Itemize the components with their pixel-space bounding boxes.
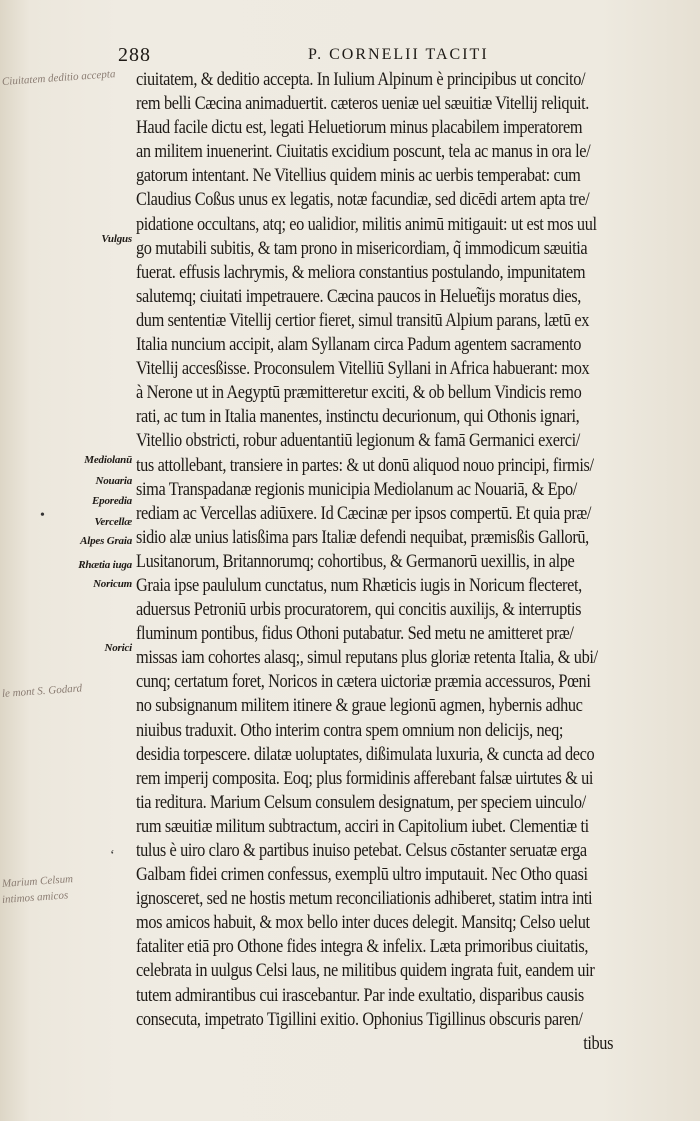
text-line: à Nerone ut in Aegyptū præmitteretur exciti, & ob bellum Vindicis remo [136, 382, 582, 404]
running-title: P. CORNELII TACITI [308, 46, 489, 63]
text-line: Vitellij accesßisse. Proconsulem Vitelliū Syllani in Africa habuerant: mox [136, 358, 590, 380]
text-line: salutemq; ciuitati impetrauere. Cæcina paucos in Heluet̃ijs moratus dies, [136, 285, 581, 307]
text-line: cunq; certatum foret, Noricos in cætera uictoriæ præmia accessuros, Pœni [136, 671, 591, 693]
margin-mark: ʻ [110, 848, 115, 863]
margin-note-nouaria: Nouaria [95, 475, 132, 487]
text-line: sidio alæ unius latisßima pars Italiæ defendi nequibat, præmisßis Gallorū, [136, 526, 589, 548]
text-line: Vitellio obstricti, robur aduentantiū legionum & famā Germanici exerci/ [136, 430, 580, 452]
margin-dot: • [40, 508, 45, 523]
text-line: niuibus traduxit. Otho interim contra spem omnium non delicijs, neq; [136, 719, 564, 741]
text-line: Lusitanorum, Britannorumq; cohortibus, & Germanorū uexillis, in alpe [136, 550, 575, 572]
text-line: fataliter etiā pro Othone fides integra & infelix. Læta primoribus ciuitatis, [136, 936, 589, 958]
text-line: consecuta, impetrato Tigillini exitio. Ophonius Tigillinus obscuris paren/ [136, 1008, 583, 1030]
handwritten-note: Marium Celsum [1, 873, 74, 890]
text-line: fuerat. effusis lachrymis, & meliora constantius postulando, impunitatem [136, 261, 586, 283]
text-line: pidatione occultans, atq; eo ualidior, militis animū mitigauit: ut est mos uul [136, 213, 597, 235]
text-line: tutem admirantibus cui irascebantur. Par inde exultatio, disparibus causis [136, 984, 584, 1006]
text-line: Claudius Coßus unus ex legatis, notæ facundiæ, sed dicēdi artem apta tre/ [136, 189, 590, 211]
margin-note-rhaetia-iuga: Rhætia iuga [78, 559, 132, 571]
text-line: missas iam cohortes alasq;, simul reputans plus gloriæ retenta Italia, & ubi/ [136, 647, 598, 669]
text-line: Haud facile dictu est, legati Heluetiorum minus placabilem imperatorem [136, 117, 583, 139]
main-text [136, 68, 678, 1056]
text-line: ciuitatem, & deditio accepta. In Iulium Alpinum è principibus ut concito/ [136, 69, 586, 90]
text-line: tus attollebant, transiere in partes: & ut donū aliquod nouo principi, firmis/ [136, 454, 594, 476]
margin-note-alpes-graia: Alpes Graia [80, 535, 132, 547]
text-line: fluminum pontibus, fidus Othoni putabatur. Sed metu ne amitteret præ/ [136, 623, 574, 645]
text-line: rati, ac tum in Italia manentes, instinctu decurionum, qui Othonis ignari, [136, 406, 580, 428]
margin-note-mediolanum: Mediolanū [84, 454, 132, 466]
text-line: rediam ac Vercellas adiūxere. Id Cæcinæ per ipsos compertū. Et quia præ/ [136, 502, 592, 524]
text-line: gatorum intentant. Ne Vitellius quidem minis ac uerbis temperabat: cum [136, 165, 581, 187]
text-line: ignosceret, sed ne hostis metum reconciliationis adhiberet, statim intra inti [136, 888, 593, 910]
text-line: an militem inuenerint. Ciuitatis excidium poscunt, tela ac manus in ora le/ [136, 141, 591, 163]
text-line: aduersus Petroniū urbis procuratorem, qui concitis auxilijs, & interruptis [136, 599, 582, 621]
text-line: celebrata in uulgus Celsi laus, ne militibus quidem ingrata fuit, eandem uir [136, 960, 595, 982]
text-line: tibus [583, 1032, 614, 1054]
text-line: rem belli Cæcina animaduertit. cæteros ueniæ uel sæuitiæ Vitellij reliquit. [136, 93, 590, 115]
text-line: dum sententiæ Vitellij certior fieret, simul transitū Alpium parans, lætū ex [136, 309, 590, 331]
margin-note-eporedia: Eporedia [92, 495, 132, 507]
text-line: Galbam fidei crimen confessus, exemplū ultro imputauit. Nec Otho quasi [136, 864, 588, 886]
margin-note-vulgus: Vulgus [101, 233, 132, 245]
text-line: mos amicos habuit, & mox bello inter duces delegit. Mansitq; Celso uelut [136, 912, 590, 934]
text-line: desidia torpescere. dilatæ uoluptates, dißimulata luxuria, & cuncta ad deco [136, 743, 595, 765]
text-line: go mutabili subitis, & tam prono in misericordiam, q̃ immodicum sæuitia [136, 237, 588, 259]
text-line: rem imperij composita. Eoq; plus formidinis afferebant falsæ uirtutes & ui [136, 767, 594, 789]
text-line: Italia nuncium accipit, alam Syllanam circa Padum agentem sacramento [136, 334, 582, 356]
handwritten-note: le mont S. Godard [1, 682, 83, 700]
text-line: Graia ipse paululum cunctatus, num Rhæticis iugis in Noricum flecteret, [136, 574, 582, 596]
text-line: tulus è uiro claro & partibus inuiso petebat. Celsus cōstanter seruatæ erga [136, 840, 587, 861]
text-line: rum sæuitiæ militum subtractum, acciri in Capitolium iubet. Clementiæ ti [136, 815, 589, 837]
margin-note-noricum: Noricum [93, 578, 132, 590]
page-number: 288 [118, 44, 151, 66]
text-line: no subsignanum militem itinere & graue legionū agmen, hybernis adhuc [136, 695, 583, 717]
margin-note-vercellae: Vercellæ [94, 516, 132, 528]
text-line: sima Transpadanæ regionis municipia Mediolanum ac Nouariā, & Epo/ [136, 478, 577, 500]
handwritten-note: intimos amicos [1, 889, 69, 906]
page-header [118, 44, 678, 68]
margin-note-norici: Norici [104, 642, 132, 654]
text-line: tia reditura. Marium Celsum consulem designatum, per speciem uinculo/ [136, 791, 586, 813]
handwritten-note: Ciuitatem deditio accepta [1, 68, 116, 88]
